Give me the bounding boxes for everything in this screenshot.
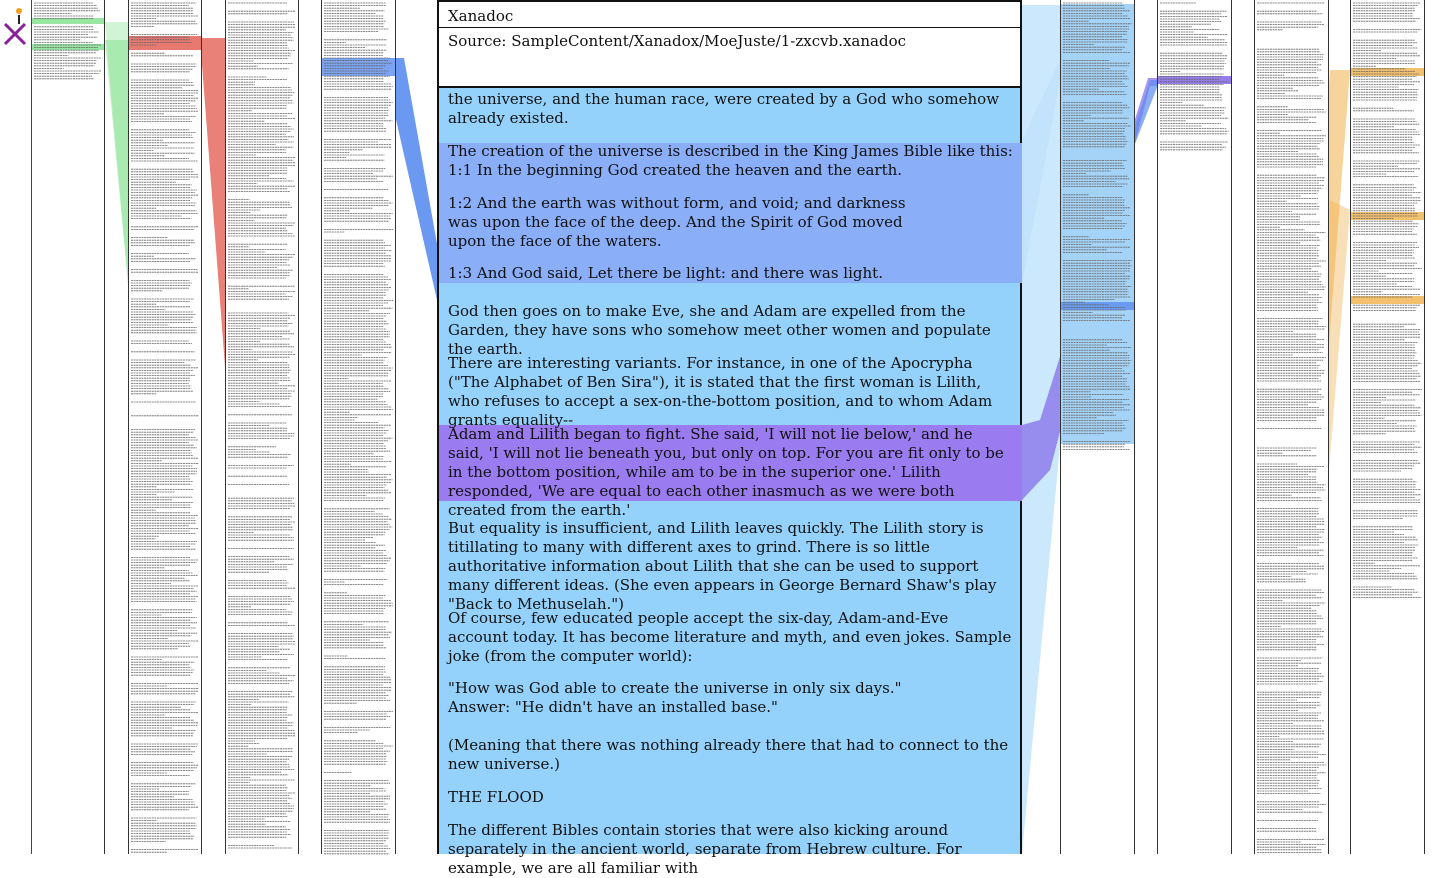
mini-document-2[interactable] bbox=[128, 0, 202, 854]
reader-title: Xanadoc bbox=[439, 0, 1020, 28]
paragraph: But equality is insufficient, and Lilith leaves quickly. The Lilith story is titillating to many with different axes to grind. There is so little authoritative information about Lilith that she can be used to support many different ideas. (She even appears in George Bernard Shaw's play "Back to Methuselah.") bbox=[448, 519, 997, 613]
mini-document-7[interactable] bbox=[1254, 0, 1329, 854]
mini-document-8[interactable] bbox=[1350, 0, 1425, 854]
paragraph: 1:1 In the beginning God created the heaven and the earth. bbox=[448, 161, 903, 179]
xanadu-x-icon[interactable] bbox=[2, 6, 28, 46]
mini-document-5[interactable] bbox=[1060, 0, 1135, 854]
paragraph: the universe, and the human race, were created by a God who somehow already existed. bbox=[448, 90, 1000, 127]
mini-document-6[interactable] bbox=[1157, 0, 1232, 854]
paragraph: (Meaning that there was nothing already there that had to connect to the new universe.) bbox=[448, 736, 1009, 773]
paragraph: There are interesting variants. For instance, in one of the Apocrypha ("The Alphabet of Ben Sira"), it is stated that the first woman is Lilith, who refuses to accept a sex-on-the-bottom position, and to whom Adam grants equality-- bbox=[448, 354, 993, 429]
greeked-text bbox=[1255, 0, 1328, 854]
paragraph: "How was God able to create the universe in only six days." bbox=[448, 679, 902, 697]
greeked-text bbox=[226, 0, 298, 854]
mini-document-3[interactable] bbox=[225, 0, 299, 854]
paragraph: 1:3 And God said, Let there be light: and there was light. bbox=[448, 264, 883, 282]
reader-header bbox=[439, 0, 1020, 88]
paragraph: The creation of the universe is described in the King James Bible like this: bbox=[448, 142, 1013, 160]
greeked-text bbox=[32, 0, 104, 854]
paragraph: The different Bibles contain stories that were also kicking around separately in the ancient world, separate from Hebrew culture. For example, we are all familiar with bbox=[448, 821, 962, 877]
mini-document-1[interactable] bbox=[31, 0, 105, 854]
reader-pane[interactable] bbox=[437, 0, 1022, 877]
mini-document-4[interactable] bbox=[321, 0, 396, 854]
paragraph: God then goes on to make Eve, she and Adam are expelled from the Garden, they have sons who somehow meet other women and populate the earth. bbox=[448, 302, 991, 358]
section-heading: THE FLOOD bbox=[448, 788, 544, 806]
paragraph: Of course, few educated people accept the six-day, Adam-and-Eve account today. It has become literature and myth, and even jokes. Sample joke (from the computer world): bbox=[448, 609, 1012, 665]
blue-link-beam bbox=[1022, 60, 1060, 285]
reader-body[interactable] bbox=[439, 88, 1020, 877]
greeked-text bbox=[322, 0, 395, 854]
greeked-text bbox=[1158, 0, 1231, 854]
paragraph: 1:2 And the earth was without form, and void; and darkness was upon the face of the deep. And the Spirit of God moved upon the face of the waters. bbox=[448, 194, 906, 250]
reader-source-path[interactable]: Source: SampleContent/Xanadox/MoeJuste/1-zxcvb.xanadoc bbox=[448, 32, 906, 50]
greeked-text bbox=[129, 0, 201, 854]
greeked-text bbox=[1061, 0, 1134, 854]
blue-link-beam bbox=[1022, 5, 1060, 854]
paragraph: Answer: "He didn't have an installed base." bbox=[448, 698, 778, 716]
paragraph: Adam and Lilith began to fight. She said, 'I will not lie below,' and he said, 'I will not lie beneath you, but only on top. For you are fit only to be in the bottom position, while am to be in the superior one.' Lilith responded, 'We are equal to each other inasmuch as we were both created from the earth.' bbox=[448, 425, 1004, 519]
greeked-text bbox=[1351, 0, 1424, 854]
